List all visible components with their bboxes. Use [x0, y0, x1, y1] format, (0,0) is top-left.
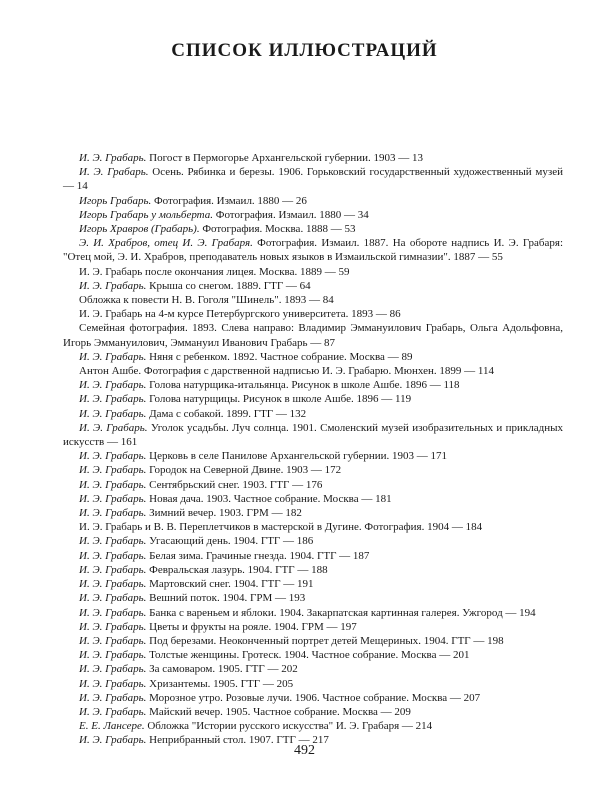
entry-author: И. Э. Грабарь.: [79, 152, 147, 164]
entry-text: Под березами. Неоконченный портрет детей Мещериных. 1904. ГТГ — 198: [146, 634, 504, 647]
entry-author: Е. Е. Лансере.: [79, 720, 145, 733]
list-item: [63, 378, 563, 392]
list-item: [63, 677, 563, 691]
list-item: [63, 648, 563, 662]
list-item: [63, 492, 563, 506]
entry-author: Игорь Хравров (Грабарь).: [79, 223, 200, 236]
list-item: [63, 478, 563, 492]
entry-author: И. Э. Грабарь.: [79, 578, 147, 591]
entry-author: И. Э. Грабарь.: [79, 166, 149, 179]
entry-text: Няня с ребенком. 1892. Частное собрание. Москва — 89: [146, 350, 413, 363]
entry-text: Фотография. Измаил. 1880 — 34: [213, 208, 369, 221]
entry-author: И. Э. Грабарь.: [79, 649, 147, 662]
list-item: [63, 463, 563, 477]
entry-text: Зимний вечер. 1903. ГРМ — 182: [146, 507, 302, 520]
entry-author: Э. И. Храбров, отец И. Э. Грабаря.: [79, 237, 253, 250]
entry-author: И. Э. Грабарь.: [79, 549, 147, 562]
entry-text: И. Э. Грабарь после окончания лицея. Москва. 1889 — 59: [79, 265, 350, 278]
entry-text: Фотография. Москва. 1888 — 53: [199, 223, 356, 236]
list-item: [63, 449, 563, 463]
entry-text: Церковь в селе Панилове Архангельской губернии. 1903 — 171: [146, 450, 448, 463]
entry-author: И. Э. Грабарь.: [79, 705, 147, 718]
entry-text: Толстые женщины. Гротеск. 1904. Частное собрание. Москва — 201: [146, 649, 470, 662]
entry-author: И. Э. Грабарь.: [79, 379, 147, 392]
entry-text: Голова натурщицы. Рисунок в школе Ашбе. 1896 — 119: [146, 393, 412, 406]
list-item: [63, 549, 563, 563]
list-item: [63, 194, 563, 208]
list-item: [63, 691, 563, 705]
list-item: [63, 577, 563, 591]
entry-text: Городок на Северной Двине. 1903 — 172: [146, 464, 342, 477]
list-item: [63, 236, 563, 264]
entry-text: Погост в Пермогорье Архангельской губернии. 1903 — 13: [146, 152, 423, 164]
entry-text: Антон Ашбе. Фотография с дарственной надписью И. Э. Грабарю. Мюнхен. 1899 — 114: [79, 365, 494, 378]
list-item: [63, 606, 563, 620]
list-item: [63, 520, 563, 534]
list-item: [63, 165, 563, 193]
entry-text: Обложка "Истории русского искусства" И. Э. Грабаря — 214: [144, 720, 433, 733]
page-title: СПИСОК ИЛЛЮСТРАЦИЙ: [171, 40, 438, 61]
entry-author: И. Э. Грабарь.: [79, 663, 147, 676]
list-item: [63, 307, 563, 321]
entry-author: И. Э. Грабарь.: [79, 393, 147, 406]
list-item: [63, 634, 563, 648]
entry-text: Семейная фотография. 1893. Слева направо: Владимир Эммануилович Грабарь, Ольга Адольфовна, Игорь Эммануилович, Эммануил Иванович Грабарь — 87: [63, 322, 563, 349]
entry-text: Вешний поток. 1904. ГРМ — 193: [146, 592, 306, 605]
list-item: [63, 506, 563, 520]
entry-text: Неприбранный стол. 1907. ГТГ — 217: [146, 734, 329, 747]
entry-text: Майский вечер. 1905. Частное собрание. Москва — 209: [146, 705, 411, 718]
entry-author: И. Э. Грабарь.: [79, 507, 147, 520]
list-item: [63, 321, 563, 349]
entry-text: Обложка к повести Н. В. Гоголя "Шинель". 1893 — 84: [79, 294, 334, 307]
entry-author: И. Э. Грабарь.: [79, 606, 147, 619]
entry-author: И. Э. Грабарь.: [79, 478, 147, 491]
list-item: [63, 421, 563, 449]
entry-text: И. Э. Грабарь на 4-м курсе Петербургского университета. 1893 — 86: [79, 308, 401, 321]
list-item: [63, 563, 563, 577]
entry-text: Новая дача. 1903. Частное собрание. Москва — 181: [146, 492, 392, 505]
entry-text: Сентябрьский снег. 1903. ГТГ — 176: [146, 478, 323, 491]
entry-text: И. Э. Грабарь и В. В. Переплетчиков в мастерской в Дугине. Фотография. 1904 — 184: [79, 521, 483, 534]
entry-text: За самоваром. 1905. ГТГ — 202: [146, 663, 298, 676]
illustrations-list: [63, 151, 563, 748]
list-item: [63, 265, 563, 279]
entry-text: Морозное утро. Розовые лучи. 1906. Частное собрание. Москва — 207: [146, 691, 481, 704]
entry-author: И. Э. Грабарь.: [79, 535, 147, 548]
list-item: [63, 705, 563, 719]
entry-author: И. Э. Грабарь.: [79, 634, 147, 647]
entry-text: Уголок усадьбы. Луч солнца. 1901. Смоленский музей изобразительных и прикладных искусств — 161: [63, 421, 564, 449]
list-item: [63, 208, 563, 222]
list-item: [63, 222, 563, 236]
entry-text: Банка с вареньем и яблоки. 1904. Закарпатская картинная галерея. Ужгород — 194: [146, 606, 536, 619]
entry-author: И. Э. Грабарь.: [79, 450, 147, 463]
entry-text: Крыша со снегом. 1889. ГТГ — 64: [146, 279, 311, 292]
entry-text: Хризантемы. 1905. ГТГ — 205: [146, 677, 294, 690]
entry-author: И. Э. Грабарь.: [79, 691, 147, 704]
entry-text: Белая зима. Грачиные гнезда. 1904. ГТГ — 187: [146, 549, 370, 562]
entry-text: Дама с собакой. 1899. ГТГ — 132: [146, 407, 307, 420]
entry-author: И. Э. Грабарь.: [79, 464, 147, 477]
list-item: [63, 534, 563, 548]
entry-author: Игорь Грабарь.: [79, 194, 152, 207]
list-item: [63, 279, 563, 293]
entry-author: Игорь Грабарь у мольберта.: [79, 208, 214, 221]
page-number: 492: [294, 743, 315, 758]
entry-author: И. Э. Грабарь.: [79, 677, 147, 690]
list-item: [63, 591, 563, 605]
list-item: [63, 407, 563, 421]
list-item: [63, 719, 563, 733]
entry-text: Фотография. Измаил. 1880 — 26: [151, 194, 307, 207]
list-item: [63, 620, 563, 634]
list-item: [63, 151, 563, 165]
list-item: [63, 293, 563, 307]
entry-author: И. Э. Грабарь.: [79, 407, 147, 420]
list-item: [63, 350, 563, 364]
entry-author: И. Э. Грабарь.: [79, 350, 147, 363]
entry-text: Мартовский снег. 1904. ГТГ — 191: [146, 578, 314, 591]
list-item: [63, 392, 563, 406]
entry-text: Осень. Рябинка и березы. 1906. Горьковский государственный художественный музей — 14: [63, 166, 563, 193]
entry-author: И. Э. Грабарь.: [79, 563, 147, 576]
entry-text: Цветы и фрукты на рояле. 1904. ГРМ — 197: [146, 620, 357, 633]
entry-text: Февральская лазурь. 1904. ГТГ — 188: [146, 563, 328, 576]
list-item: [63, 662, 563, 676]
entry-author: И. Э. Грабарь.: [79, 620, 147, 633]
list-item: [63, 364, 563, 378]
entry-text: Фотография. Измаил. 1887. На обороте надпись И. Э. Грабаря: "Отец мой, Э. И. Храбров, преподаватель новых языков в Измаильской гимназии". 1887 — 55: [63, 237, 563, 264]
entry-author: И. Э. Грабарь.: [79, 421, 148, 434]
entry-author: И. Э. Грабарь.: [79, 734, 147, 747]
entry-author: И. Э. Грабарь.: [79, 592, 147, 605]
entry-text: Угасающий день. 1904. ГТГ — 186: [146, 535, 314, 548]
entry-author: И. Э. Грабарь.: [79, 492, 147, 505]
entry-text: Голова натурщика-итальянца. Рисунок в школе Ашбе. 1896 — 118: [146, 379, 460, 392]
entry-author: И. Э. Грабарь.: [79, 279, 147, 292]
